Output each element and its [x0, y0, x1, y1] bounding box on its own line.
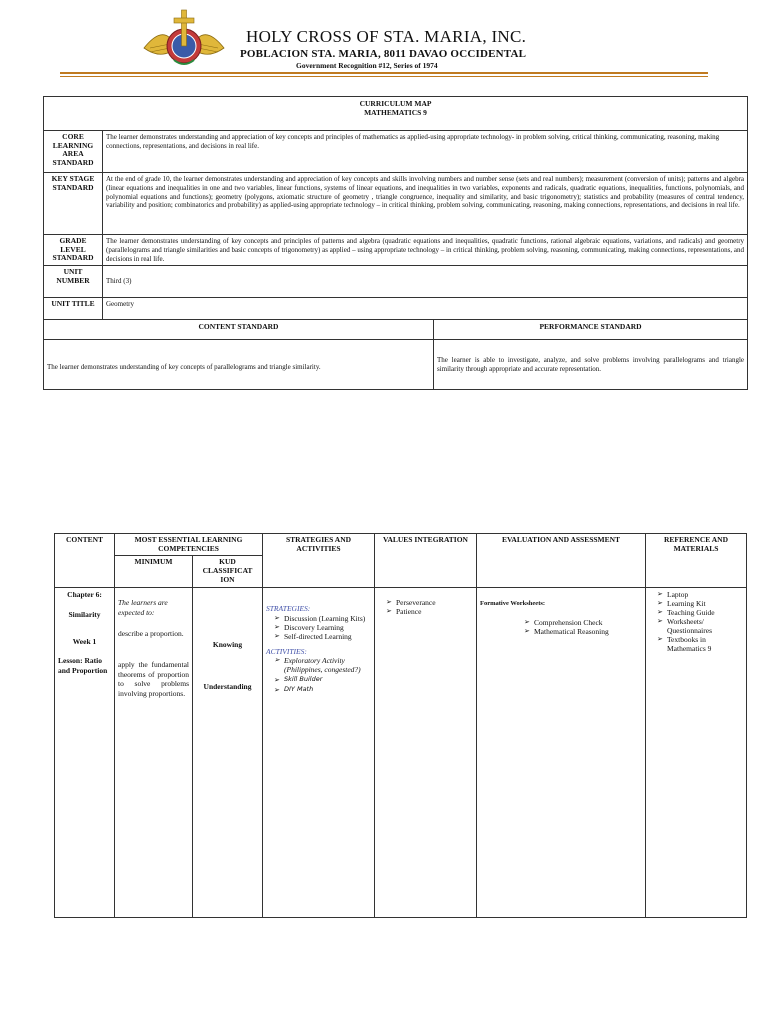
- minimum-header: MINIMUM: [115, 556, 193, 588]
- list-item: ➢ Teaching Guide: [657, 608, 715, 618]
- arrowhead-bullet-icon: ➢: [657, 617, 663, 626]
- performance-standard-header: PERFORMANCE STANDARD: [434, 320, 748, 340]
- kud-understanding: Understanding: [203, 681, 252, 691]
- list-item: ➢ Worksheets/ Questionnaires: [657, 617, 712, 636]
- unit-number-value: Third (3): [103, 266, 748, 298]
- unit-number-label: UNIT NUMBER: [44, 266, 103, 298]
- list-item: ➢ Patience: [386, 607, 422, 617]
- curriculum-map-table: [43, 96, 748, 390]
- arrowhead-bullet-icon: ➢: [524, 618, 530, 627]
- competency-1: describe a proportion.: [118, 629, 184, 638]
- arrowhead-bullet-icon: ➢: [657, 635, 663, 644]
- content-header: CONTENT: [55, 534, 115, 588]
- core-standard-label: CORE LEARNING AREA STANDARD: [44, 131, 103, 173]
- unit-title-value: Geometry: [103, 298, 748, 320]
- activities-list: [266, 656, 371, 694]
- key-stage-label: KEY STAGE STANDARD: [44, 173, 103, 235]
- melc-header: MOST ESSENTIAL LEARNING COMPETENCIES: [115, 534, 263, 556]
- content-standard-text: The learner demonstrates understanding of key concepts of parallelograms and triangle similarity.: [44, 340, 434, 390]
- formative-label: Formative Worksheets:: [480, 600, 546, 608]
- evaluation-cell: [477, 588, 646, 918]
- school-name: HOLY CROSS OF STA. MARIA, INC.: [246, 27, 527, 46]
- title-line-1: CURRICULUM MAP: [359, 99, 432, 108]
- school-address: POBLACION STA. MARIA, 8011 DAVAO OCCIDENTAL: [240, 48, 527, 60]
- list-item: ➢ Self-directed Learning: [274, 631, 352, 641]
- arrowhead-bullet-icon: ➢: [524, 627, 530, 636]
- grade-level-text: The learner demonstrates understanding of key concepts and principles of patterns and algebra (quadratic equations and inequalities, quadratic functions, rational algebraic equations, variations, and radicals) and geometry (parallelograms and triangle similarities and basic concepts of trigonometry) as applied – using appropriate technology – in critical thinking, problem solving, reasoning, communicating, making connections, representations, and decisions in real life.: [103, 235, 748, 266]
- core-standard-text: The learner demonstrates understanding and appreciation of key concepts and principles of mathematics as applied-using appropriate technology- in problem solving, critical thinking, communicating, reasoning, making connections, representations, and decisions in real life.: [103, 131, 748, 173]
- kud-header: KUD CLASSIFICAT ION: [193, 556, 263, 588]
- list-item: ➢ Textbooks in Mathematics 9: [657, 635, 712, 654]
- list-item: ➢ Laptop: [657, 590, 689, 600]
- arrowhead-bullet-icon: ➢: [274, 656, 280, 664]
- reference-header: REFERENCE AND MATERIALS: [646, 534, 747, 588]
- arrowhead-bullet-icon: ➢: [274, 631, 280, 640]
- list-item: ➢ Learning Kit: [657, 599, 706, 609]
- grade-level-label: GRADE LEVEL STANDARD: [44, 235, 103, 266]
- evaluation-header: EVALUATION AND ASSESSMENT: [477, 534, 646, 588]
- competency-2: apply the fundamental theorems of proportion to solve problems involving proportions.: [118, 660, 189, 698]
- school-seal-icon: [140, 8, 228, 72]
- list-item: ➢ Discovery Learning: [274, 622, 344, 632]
- minimum-cell: [115, 588, 193, 918]
- performance-standard-text: The learner is able to investigate, analyze, and solve problems involving parallelograms and triangle similarity through appropriate and accurate representation.: [434, 340, 748, 390]
- arrowhead-bullet-icon: ➢: [386, 598, 392, 607]
- list-item: ➢ Comprehension Check: [524, 618, 603, 628]
- list-item: ➢ Mathematical Reasoning: [524, 627, 609, 637]
- strategies-cell: [263, 588, 375, 918]
- arrowhead-bullet-icon: ➢: [657, 590, 663, 599]
- reference-cell: [646, 588, 747, 918]
- arrowhead-bullet-icon: ➢: [274, 622, 280, 631]
- reference-list: [649, 590, 743, 653]
- government-recognition: Government Recognition #12, Series of 1974: [296, 61, 438, 70]
- arrowhead-bullet-icon: ➢: [657, 599, 663, 608]
- kud-knowing: Knowing: [212, 640, 243, 650]
- key-stage-text: At the end of grade 10, the learner demonstrates understanding and appreciation of key concepts and skills involving numbers and number sense (sets and real numbers); measurement (conversion of units); patterns and algebra (linear equations and inequalities in one and two variables, linear functions, systems of linear equations, and inequalities in two variables, exponents and radicals, quadratic equations, inequalities, functions, polynomials, and polynomial equations and functions); geometry (polygons, axiomatic structure of geometry , triangle congruence, inequality and similarity, and basic trigonometry); statistics and probability (measures of central tendency, variability and position; combinatorics and probability) as applied-using appropriate technology – in critical thinking, problem solving, communicating, reasoning, making connections, representations, and decisions in real life.: [103, 173, 748, 235]
- kud-cell: [193, 588, 263, 918]
- unit-title-label: UNIT TITLE: [44, 298, 103, 320]
- competency-intro: The learners are expected to:: [118, 598, 168, 617]
- values-list: [378, 598, 473, 616]
- lesson-label: Lesson: Ratio and Proportion: [58, 656, 108, 675]
- list-item: ➢ Skill Builder: [274, 675, 323, 684]
- list-item: ➢ Discussion (Learning Kits): [274, 613, 366, 623]
- document-header: [0, 0, 768, 80]
- chapter-topic: Similarity: [68, 609, 101, 619]
- arrowhead-bullet-icon: ➢: [274, 676, 280, 684]
- list-item: ➢ Exploratory Activity (Philippines, congested?): [274, 656, 361, 674]
- strategies-label: STRATEGIES:: [266, 604, 311, 614]
- content-cell: [55, 588, 115, 918]
- header-rule-thin: [60, 76, 708, 77]
- arrowhead-bullet-icon: ➢: [386, 607, 392, 616]
- strategies-list: [266, 614, 371, 641]
- content-standard-header: CONTENT STANDARD: [44, 320, 434, 340]
- week-label: Week 1: [72, 637, 97, 646]
- list-item: ➢ Perseverance: [386, 598, 436, 608]
- header-rule: [60, 72, 708, 74]
- activities-label: ACTIVITIES:: [266, 646, 307, 656]
- arrowhead-bullet-icon: ➢: [274, 613, 280, 622]
- values-header: VALUES INTEGRATION: [375, 534, 477, 588]
- arrowhead-bullet-icon: ➢: [274, 685, 280, 694]
- values-cell: [375, 588, 477, 918]
- lesson-plan-table: [54, 533, 747, 918]
- title-line-2: MATHEMATICS 9: [364, 108, 427, 118]
- arrowhead-bullet-icon: ➢: [657, 608, 663, 617]
- evaluation-list: [480, 618, 642, 636]
- list-item: ➢ DIY Math: [274, 684, 314, 694]
- strategies-header: STRATEGIES AND ACTIVITIES: [263, 534, 375, 588]
- curriculum-map-title: [44, 97, 748, 131]
- chapter-label: Chapter 6:: [67, 590, 102, 600]
